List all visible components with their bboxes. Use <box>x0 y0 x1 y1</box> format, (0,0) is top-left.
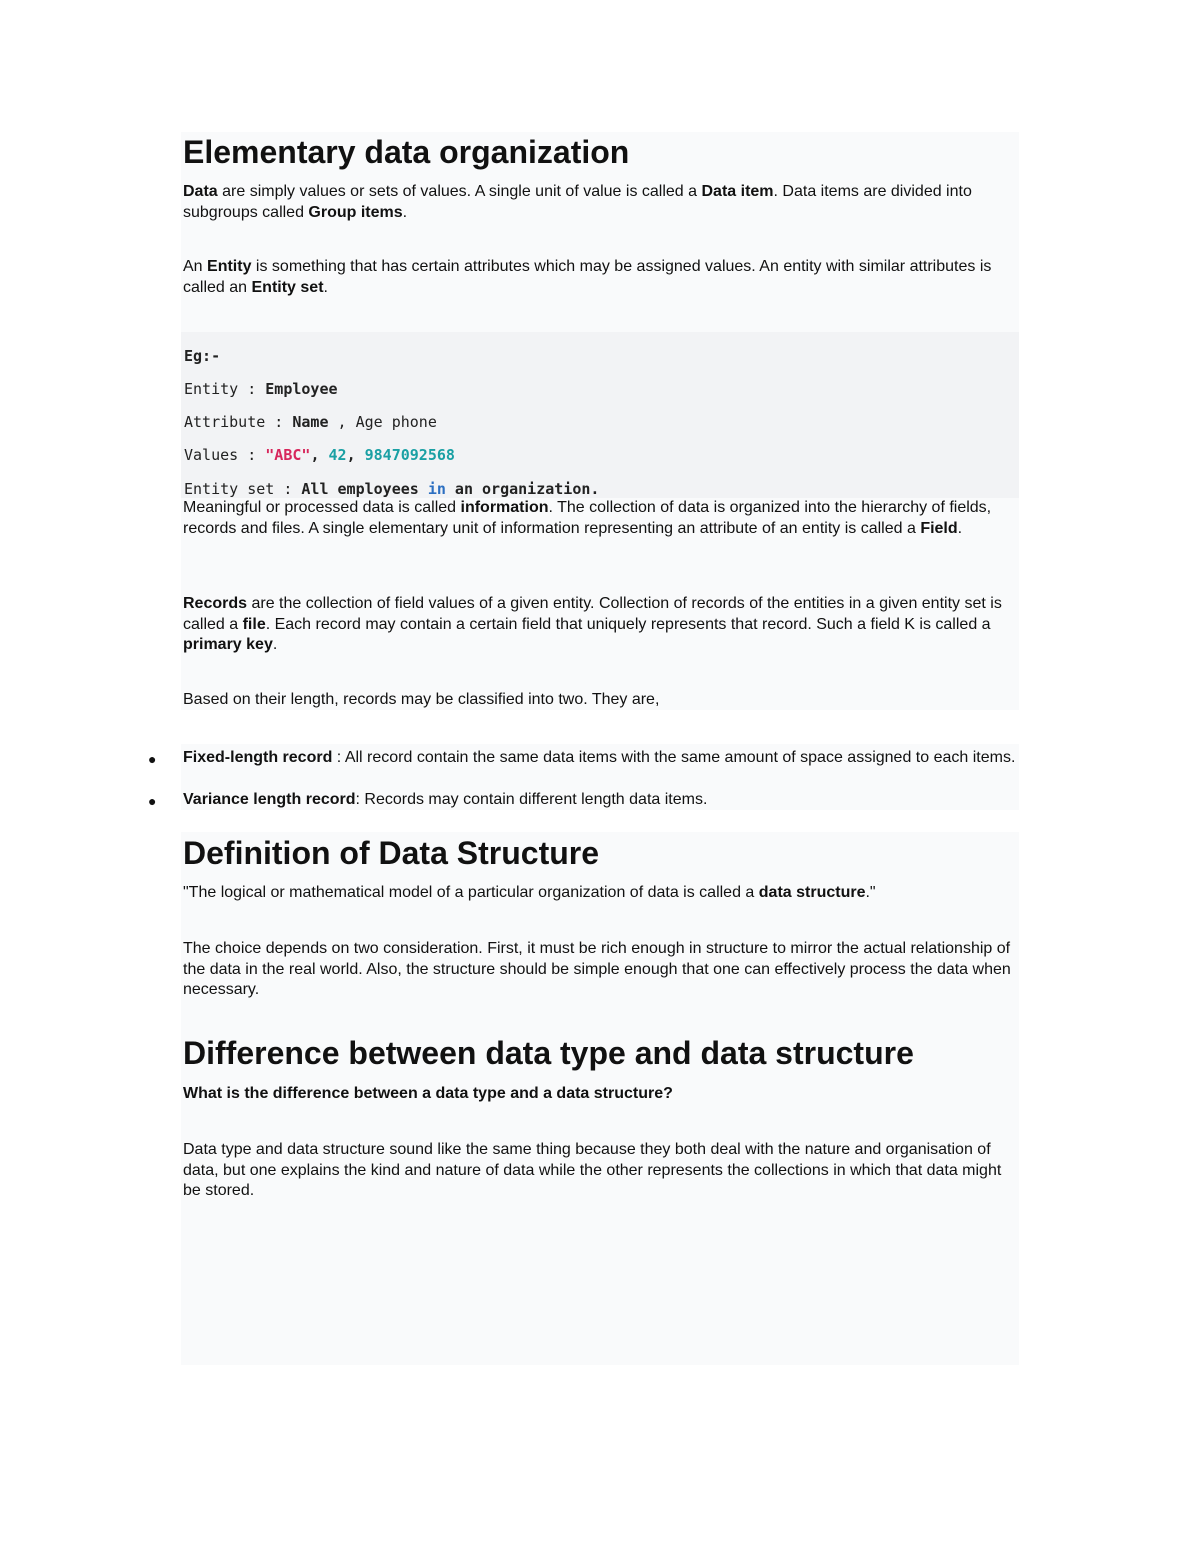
term-fixed-length-record: Fixed-length record <box>183 749 333 766</box>
code-line: Entity set : All employees in an organization. <box>184 480 600 498</box>
text: . <box>402 203 408 221</box>
text: . <box>957 519 963 537</box>
list-item <box>183 748 1017 769</box>
text: An <box>183 258 208 275</box>
text: . <box>272 636 278 653</box>
paragraph-entity-definition <box>183 257 1017 298</box>
list-item <box>183 790 1017 811</box>
text: ." <box>865 884 876 901</box>
text: are simply values or sets of values. A single unit of value is called a <box>217 183 702 200</box>
text: Meaningful or processed data is called <box>183 499 461 516</box>
text: : Records may contain different length data items. <box>355 791 708 808</box>
term-field: Field <box>920 519 958 537</box>
term-data-item: Data item <box>701 183 774 200</box>
text: "The logical or mathematical model of a particular organization of data is called a <box>183 884 759 901</box>
page-title: Elementary data organization <box>183 134 630 170</box>
text: are the collection of field values of a given entity. Collection of records of the entities in a given entity set is called a <box>183 595 1002 633</box>
term-entity-set: Entity set <box>251 278 324 296</box>
term-data-structure: data structure <box>758 884 866 901</box>
text: . Each record may contain a certain field that uniquely represents that record. Such a field K is called a <box>265 615 991 633</box>
code-line: Eg:- <box>184 347 221 365</box>
text: . Data items are divided into subgroups called <box>183 183 972 221</box>
term-variance-length-record: Variance length record <box>183 791 356 808</box>
paragraph-record-classification: Based on their length, records may be classified into two. They are, <box>183 691 660 708</box>
text: : All record contain the same data items with the same amount of space assigned to each items. <box>332 749 1016 766</box>
paragraph-data-definition <box>183 182 1017 223</box>
bullet-icon: ● <box>148 793 157 809</box>
code-line: Entity : Employee <box>184 380 338 398</box>
term-information: information <box>460 499 549 516</box>
question-text: What is the difference between a data type and a data structure? <box>183 1085 673 1102</box>
paragraph-choice: The choice depends on two consideration. First, it must be rich enough in structure to mirror the actual relationship of the data in the real world. Also, the structure should be simple enough that one can effectively process the data when necessary. <box>183 940 1011 998</box>
term-records: Records <box>183 595 248 612</box>
term-entity: Entity <box>207 258 252 275</box>
term-group-items: Group items <box>308 203 403 221</box>
term-file: file <box>242 615 266 633</box>
bullet-icon: ● <box>148 751 157 767</box>
term-primary-key: primary key <box>183 636 273 653</box>
paragraph-difference: Data type and data structure sound like the same thing because they both deal with the nature and organisation of data, but one explains the kind and nature of data while the other represents the collections in which that data might be stored. <box>183 1141 1002 1199</box>
paragraph-records <box>183 594 1017 656</box>
term-data: Data <box>183 183 218 200</box>
text: is something that has certain attributes which may be assigned values. An entity with similar attributes is called an <box>183 258 992 296</box>
section-heading-definition: Definition of Data Structure <box>183 835 600 871</box>
text: . The collection of data is organized into the hierarchy of fields, records and files. A single elementary unit of information representing an attribute of an entity is called a <box>183 499 992 537</box>
paragraph-quote <box>183 883 1017 904</box>
code-line: Values : "ABC", 42, 9847092568 <box>184 446 455 464</box>
paragraph-information <box>183 498 1017 539</box>
text: . <box>323 278 328 296</box>
code-line: Attribute : Name , Age phone <box>184 413 437 431</box>
section-heading-difference: Difference between data type and data structure <box>183 1035 914 1071</box>
